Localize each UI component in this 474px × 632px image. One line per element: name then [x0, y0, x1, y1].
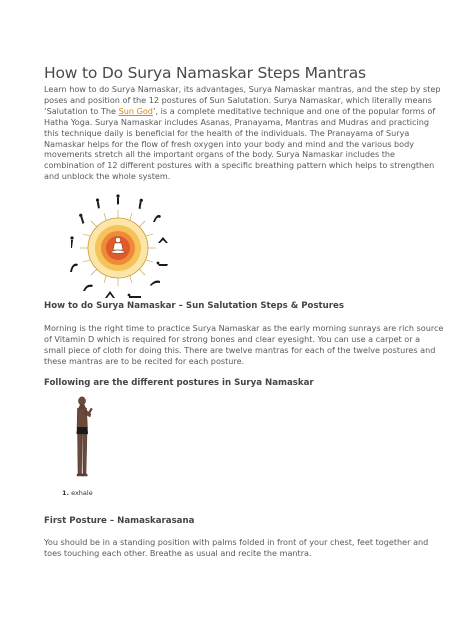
caption-number: 1. — [62, 489, 69, 497]
sun-god-link[interactable]: Sun God — [118, 105, 153, 116]
first-posture-paragraph: You should be in a standing position with palms folded in front of your chest, feet together and toes touching each other. Breathe as usual and recite the mantra. — [44, 537, 429, 558]
standing-posture-image — [60, 394, 110, 482]
caption-text: exhale — [71, 489, 93, 497]
posture-caption — [62, 489, 93, 497]
intro-text-start: Learn how to do Surya Namaskar, its advantages, Surya Namaskar mantras, and the step by step poses and position of the 12 postures of Sun Salutation. Surya Namaskar, which literally means ‘Salutation to The — [44, 84, 441, 116]
first-posture-heading: First Posture – Namaskarasana — [44, 516, 195, 526]
page-title: How to Do Surya Namaskar Steps Mantras — [44, 64, 366, 82]
morning-paragraph: Morning is the right time to practice Surya Namaskar as the early morning sunrays are rich source of Vitamin D which is required for strong bones and clear eyesight. You can use a carpet or a small piece of cloth for doing this. There are twelve mantras for each of the twelve postures and these mantras are to be recited for each posture. — [44, 323, 444, 366]
intro-paragraph — [44, 84, 444, 182]
intro-text-end: ’, is a complete meditative technique and one of the popular forms of Hatha Yoga. Surya Namaskar includes Asanas, Pranayama, Mantras and Mudras and practicing this technique daily is beneficial for the health of the individuals. The Pranayama of Surya Namaskar helps for the flow of fresh oxygen into your body and mind and the various body movements stretch all the important organs of the body. Surya Namaskar includes the combination of 12 different postures with a specific breathing pattern which helps to strengthen and unblock the whole system. — [44, 105, 436, 182]
postures-heading: Following are the different postures in Surya Namaskar — [44, 378, 314, 388]
sun-salutation-wheel-image — [60, 190, 176, 306]
steps-heading: How to do Surya Namaskar – Sun Salutation Steps & Postures — [44, 301, 344, 311]
